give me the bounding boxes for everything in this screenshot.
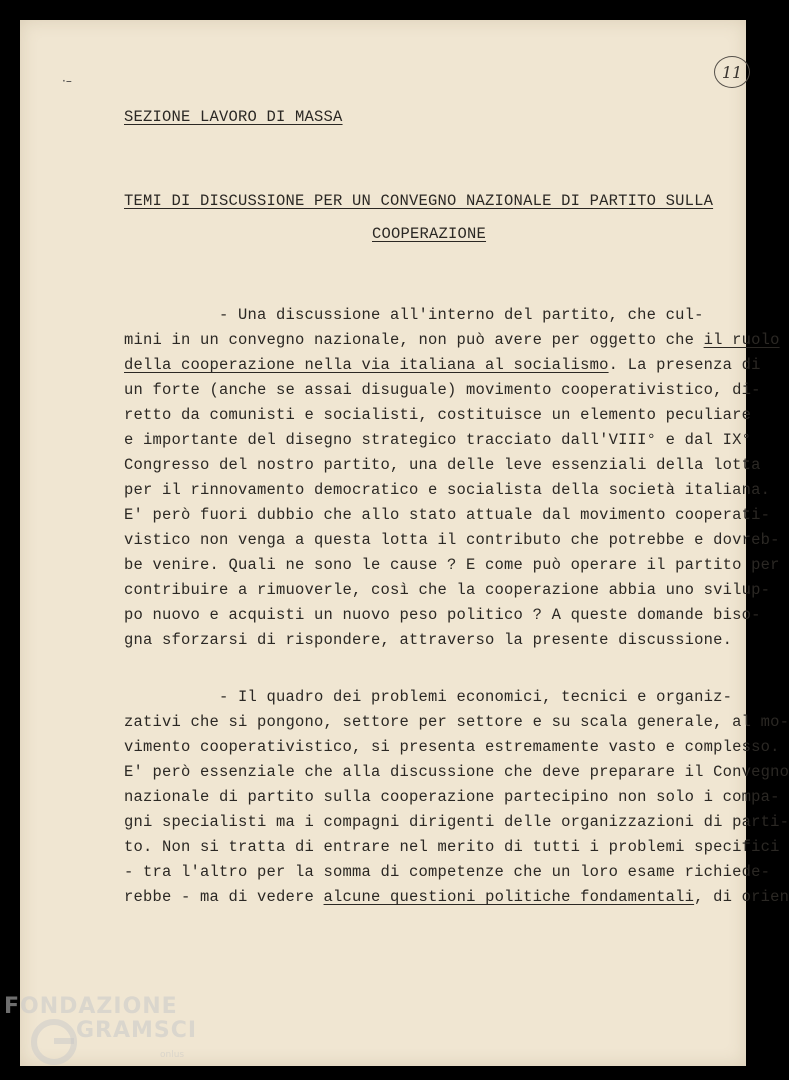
p1-line-1: - Una discussione all'interno del partito, che cul-	[124, 306, 704, 324]
p1-line-2	[124, 331, 780, 349]
p2-line-8: - tra l'altro per la somma di competenze che un loro esame richiede-	[124, 863, 771, 881]
p2-line-5: nazionale di partito sulla cooperazione partecipino non solo i compa-	[124, 788, 780, 806]
p1-underline-a: il ruolo	[703, 331, 780, 349]
p1-line-13: po nuovo e acquisti un nuovo peso politico ? A queste domande biso-	[124, 606, 761, 624]
watermark-line-2: GRAMSCI	[76, 1018, 198, 1043]
page-number: 11	[714, 56, 750, 88]
fondazione-gramsci-watermark	[0, 992, 200, 1080]
p2-line-2: zativi che si pongono, settore per settore e su scala generale, al mo-	[124, 713, 789, 731]
p1-line-6: e importante del disegno strategico tracciato dall'VIII° e dal IX°	[124, 431, 752, 449]
watermark-line-3: onlus	[160, 1050, 185, 1060]
p1-line-10: vistico non venga a questa lotta il contributo che potrebbe e dovreb-	[124, 531, 780, 549]
p1-line-7: Congresso del nostro partito, una delle leve essenziali della lotta	[124, 456, 761, 474]
document-page	[20, 20, 789, 1066]
corner-mark: ·–	[62, 74, 72, 88]
p1-line-3-tail: . La presenza di	[608, 356, 761, 374]
p2-line-4: E' però essenziale che alla discussione che deve preparare il Convegno	[124, 763, 789, 781]
title-line-2: COOPERAZIONE	[372, 225, 487, 243]
p2-line-9-text: rebbe - ma di vedere	[124, 888, 324, 906]
p1-line-2-text: mini in un convegno nazionale, non può avere per oggetto che	[124, 331, 704, 349]
p1-line-3	[124, 356, 761, 374]
gramsci-logo-icon	[30, 1018, 78, 1066]
p1-line-8: per il rinnovamento democratico e socialista della società italiana.	[124, 481, 771, 499]
p2-line-3: vimento cooperativistico, si presenta estremamente vasto e complesso.	[124, 738, 780, 756]
p1-line-14: gna sforzarsi di rispondere, attraverso la presente discussione.	[124, 631, 733, 649]
p2-line-9-tail: , di orien	[694, 888, 789, 906]
p1-line-12: contribuire a rimuoverle, così che la cooperazione abbia uno svilup-	[124, 581, 771, 599]
p2-line-6: gni specialisti ma i compagni dirigenti delle organizzazioni di parti-	[124, 813, 789, 831]
p2-line-7: to. Non si tratta di entrare nel merito di tutti i problemi specifici	[124, 838, 780, 856]
title-line-1: TEMI DI DISCUSSIONE PER UN CONVEGNO NAZIONALE DI PARTITO SULLA	[124, 192, 714, 210]
p1-line-4: un forte (anche se assai disuguale) movimento cooperativistico, di-	[124, 381, 761, 399]
p2-line-1: - Il quadro dei problemi economici, tecnici e organiz-	[124, 688, 733, 706]
p1-line-9: E' però fuori dubbio che allo stato attuale dal movimento cooperati-	[124, 506, 771, 524]
p2-line-9	[124, 888, 789, 906]
p2-underline: alcune questioni politiche fondamentali	[323, 888, 695, 906]
p1-line-5: retto da comunisti e socialisti, costituisce un elemento peculiare	[124, 406, 752, 424]
watermark-line-1: FONDAZIONE	[4, 994, 178, 1019]
section-header: SEZIONE LAVORO DI MASSA	[124, 108, 343, 126]
p1-line-11: be venire. Quali ne sono le cause ? E come può operare il partito per	[124, 556, 780, 574]
p1-underline-b: della cooperazione nella via italiana al socialismo	[124, 356, 609, 374]
